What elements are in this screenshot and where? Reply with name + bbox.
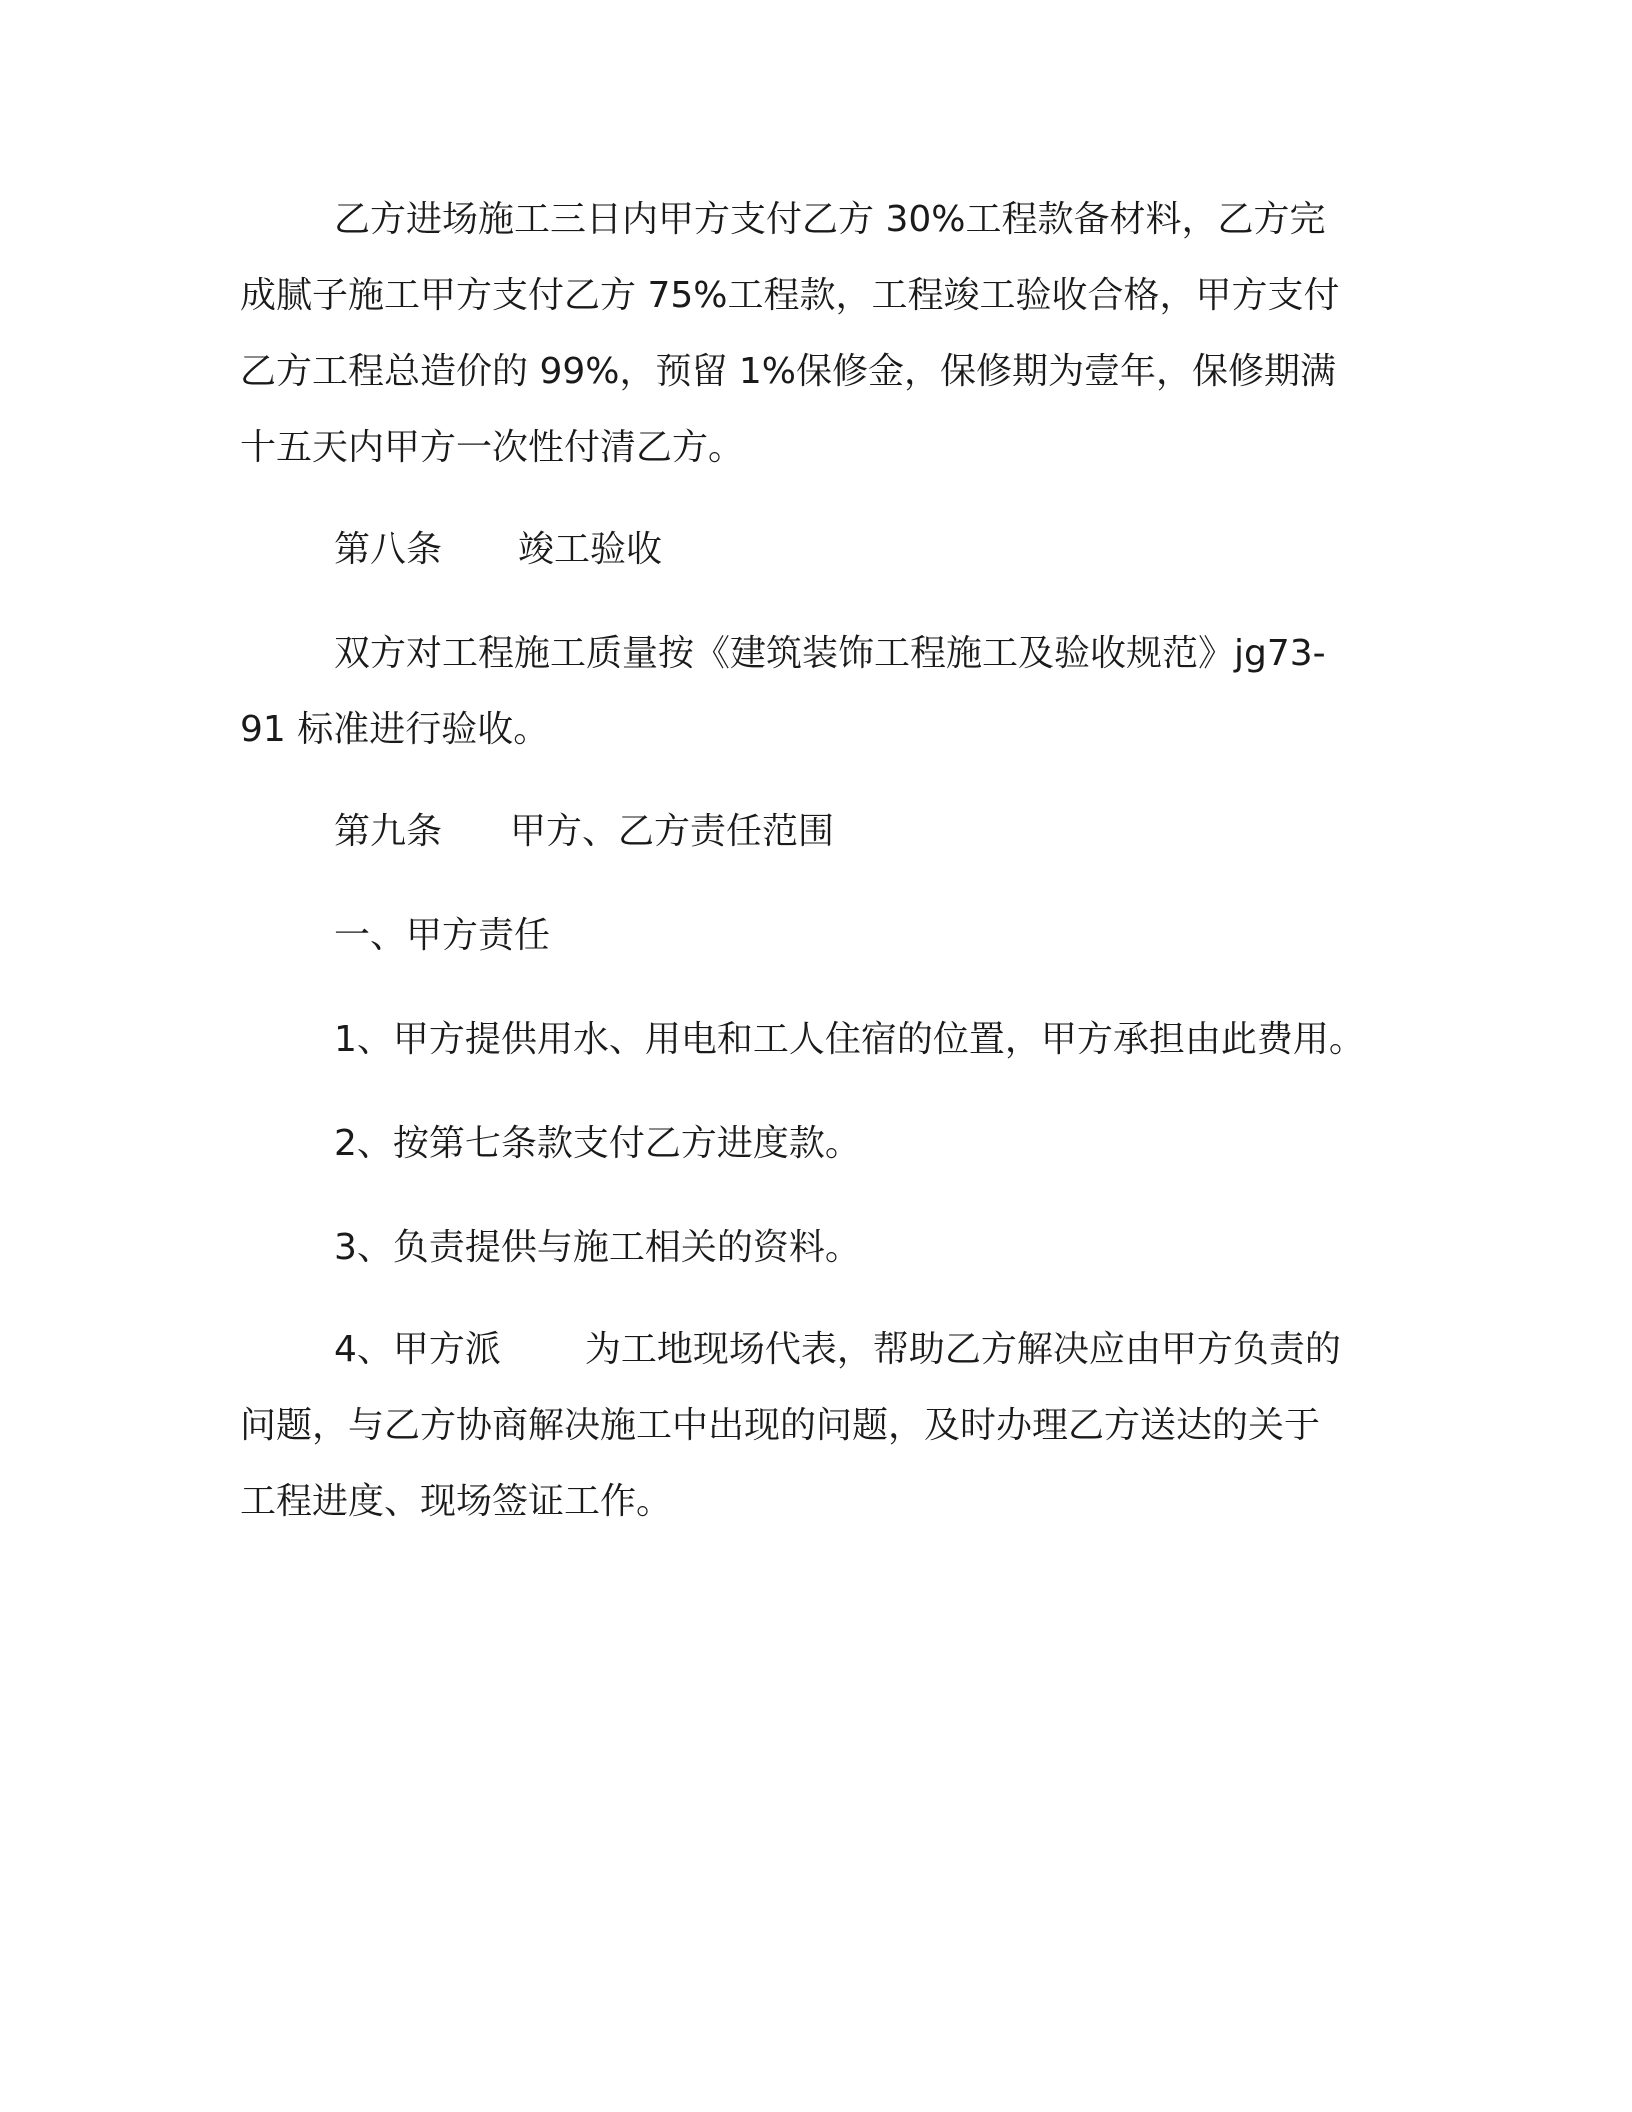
payment-line-2: 成腻子施工甲方支付乙方 75%工程款，工程竣工验收合格，甲方支付 bbox=[240, 275, 1340, 316]
party-a-item-2: 2、按第七条款支付乙方进度款。 bbox=[334, 1123, 861, 1164]
article-8-heading bbox=[334, 526, 662, 574]
article-9-number: 第九条 bbox=[334, 811, 443, 852]
acceptance-line-1: 双方对工程施工质量按《建筑装饰工程施工及验收规范》jg73- bbox=[334, 633, 1326, 674]
item-4-prefix: 4、甲方派 bbox=[334, 1329, 501, 1370]
payment-line-1: 乙方进场施工三日内甲方支付乙方 30%工程款备材料，乙方完 bbox=[334, 199, 1326, 240]
payment-line-3: 乙方工程总造价的 99%，预留 1%保修金，保修期为壹年，保修期满 bbox=[240, 351, 1337, 392]
party-a-item-4-line-1 bbox=[334, 1326, 1341, 1374]
party-a-item-1: 1、甲方提供用水、用电和工人住宿的位置，甲方承担由此费用。 bbox=[334, 1019, 1365, 1060]
article-9-title: 甲方、乙方责任范围 bbox=[510, 811, 835, 852]
item-4-rest: 为工地现场代表，帮助乙方解决应由甲方负责的 bbox=[584, 1329, 1341, 1370]
acceptance-line-2: 91 标准进行验收。 bbox=[240, 709, 550, 750]
payment-line-4: 十五天内甲方一次性付清乙方。 bbox=[240, 427, 745, 468]
party-a-item-4-line-3: 工程进度、现场签证工作。 bbox=[240, 1481, 673, 1522]
party-a-item-4-line-2: 问题，与乙方协商解决施工中出现的问题，及时办理乙方送达的关于 bbox=[240, 1405, 1321, 1446]
article-8-title: 竣工验收 bbox=[518, 529, 663, 570]
party-a-heading: 一、甲方责任 bbox=[334, 915, 551, 956]
party-a-item-3: 3、负责提供与施工相关的资料。 bbox=[334, 1227, 861, 1268]
article-8-number: 第八条 bbox=[334, 529, 443, 570]
article-9-heading bbox=[334, 808, 834, 856]
